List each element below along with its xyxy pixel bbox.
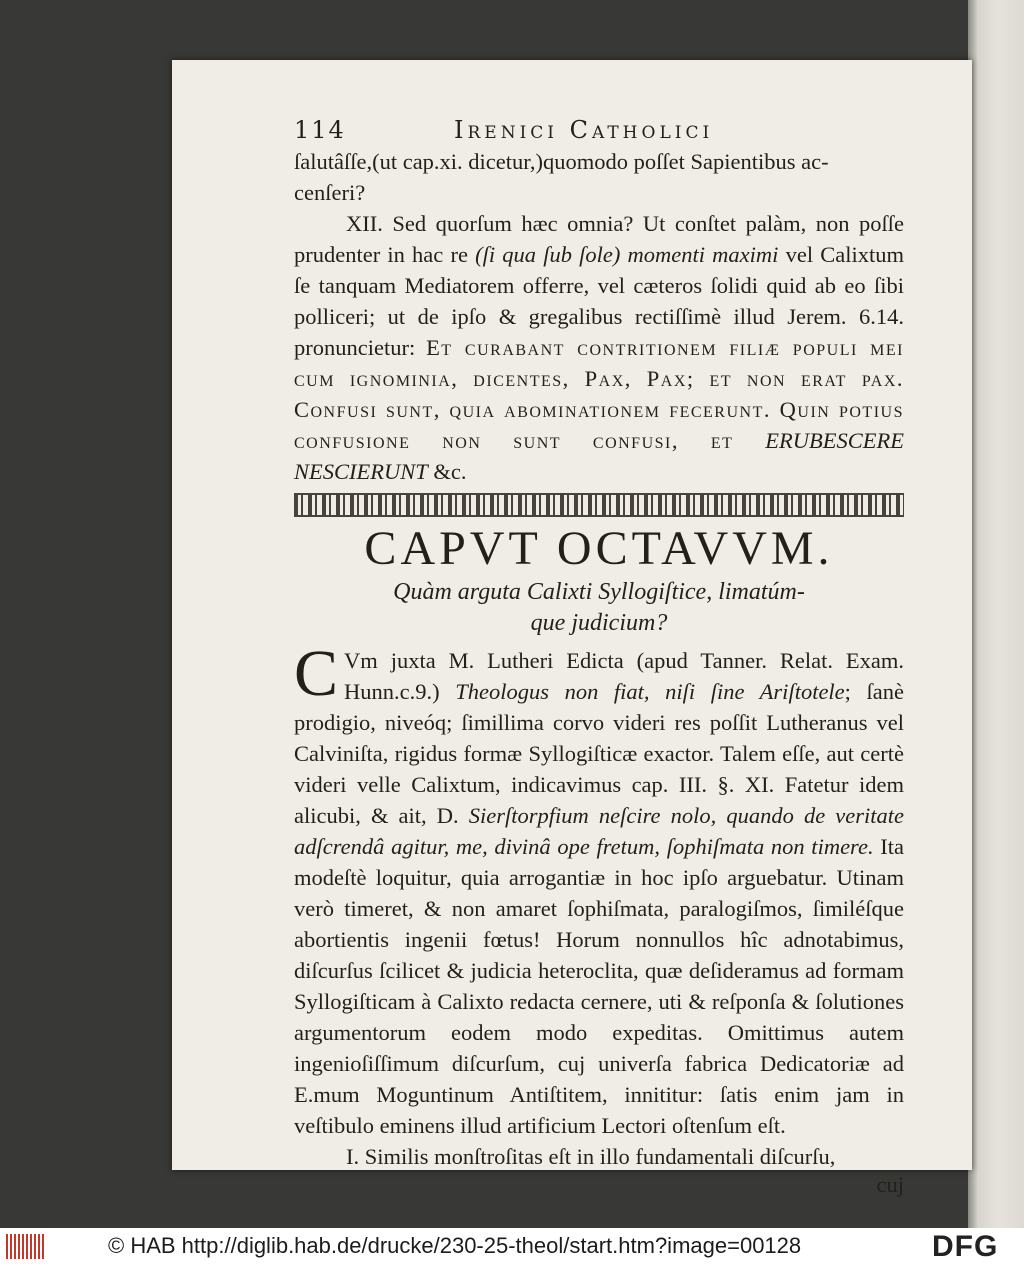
section-continuation [294,146,904,487]
para-text: Vm juxta M. Lutheri Edicta (apud Tanner. Relat. Exam. Hunn.c.9.) [344,648,904,704]
facing-page-edge [968,0,1024,1228]
hab-logo-icon [6,1234,46,1259]
italic-phrase: Theologus non fiat, niſi ſine Ariſtotele [455,679,845,704]
running-title: Irenici Catholici [454,116,714,144]
paragraph-1 [294,637,904,1141]
page-number: 114 [294,116,346,144]
para-text: ; ſanè prodigio, niveóq; ſimillima corvo videri res poſſit Lutheranus vel Calviniſta, rigidus formæ Syllogiſticæ exactor. Talem eſſe, aut certè videri velle Calixtum, indicavimus cap. III. §. XI. Fatetur idem alicubi, & ait, D. [294,679,904,828]
section-xii-lead: XII. Sed quorſum hæc omnia? Ut conſtet palàm, non poſſe prudenter in hac re [294,211,904,267]
subtitle-line: que judicium? [530,610,668,636]
viewer-footer [0,1228,1024,1265]
section-xii [294,208,904,487]
running-header [294,116,904,146]
chapter-body [294,637,904,1172]
drop-capital: C [294,637,339,710]
italic-quote-end: ERUBESCERE NESCIERUNT [294,428,904,484]
page-content [294,116,904,1198]
italic-quote: Sierſtorpfium neſcire nolo, quando de veritate adſcrendâ agitur, me, divinâ ope fretum, ſophiſmata non timere. [294,803,904,859]
italic-phrase: (ſi qua ſub ſole) momenti maximi [475,242,779,267]
citation-link[interactable]: © HAB http://diglib.hab.de/drucke/230-25-theol/start.htm?image=00128 [108,1233,802,1258]
para-text: Ita modeſtè loquitur, quia arrogantiæ in hoc ipſo arguebatur. Utinam verò timeret, & non amaret ſophiſmata, paralogiſmos, ſimiléſque abortientis ingenii fœtus! Horum nonnullos hîc adnotabimus, diſcurſus ſcilicet & judicia heteroclita, quæ deſideramus ad formam Syllogiſticam à Calixto redacta cernere, uti & reſponſa & ſolutiones argumentorum eodem modo expeditas. Omittimus autem ingenioſiſſimum diſcurſum, cuj univerſa fabrica Dedicatoriæ ad E.mum Moguntinum Antiſtitem, innititur: ſatis enim jam in veſtibulo eminens illud artificium Lectori oſtenſum eſt. [294,834,904,1138]
text-line: cenſeri? [294,180,366,205]
section-xii-mid: vel Calixtum ſe tanquam Mediatorem offerre, vel cæteros ſolidi quid ab eo ſibi polliceri; ut de ipſo & gregalibus rectiſſimè illud Jerem. 6.14. pronuncietur: [294,242,904,360]
paragraph-2: I. Similis monſtroſitas eſt in illo fundamentali diſcurſu, [346,1144,836,1169]
chapter-title: CAPVT OCTAVVM. [364,522,834,575]
text-line: ſalutâſſe,(ut cap.xi. dicetur,)quomodo poſſet Sapientibus ac- [294,149,829,174]
catchword: cuj [876,1172,904,1197]
section-xii-tail: &c. [427,459,467,484]
scripture-quote: Et curabant contritionem filiæ populi mei cum ignominia, dicentes, Pax, Pax; et non erat pax. Confusi sunt, quia abominationem fecerunt. Quin potius confusione non sunt confusi, et [294,335,904,453]
ornamental-divider [294,493,904,517]
dfg-logo: DFG [932,1230,999,1263]
book-page [172,60,972,1197]
chapter-subtitle [294,577,904,639]
subtitle-line: Quàm arguta Calixti Syllogiſtice, limatúm- [393,579,805,605]
